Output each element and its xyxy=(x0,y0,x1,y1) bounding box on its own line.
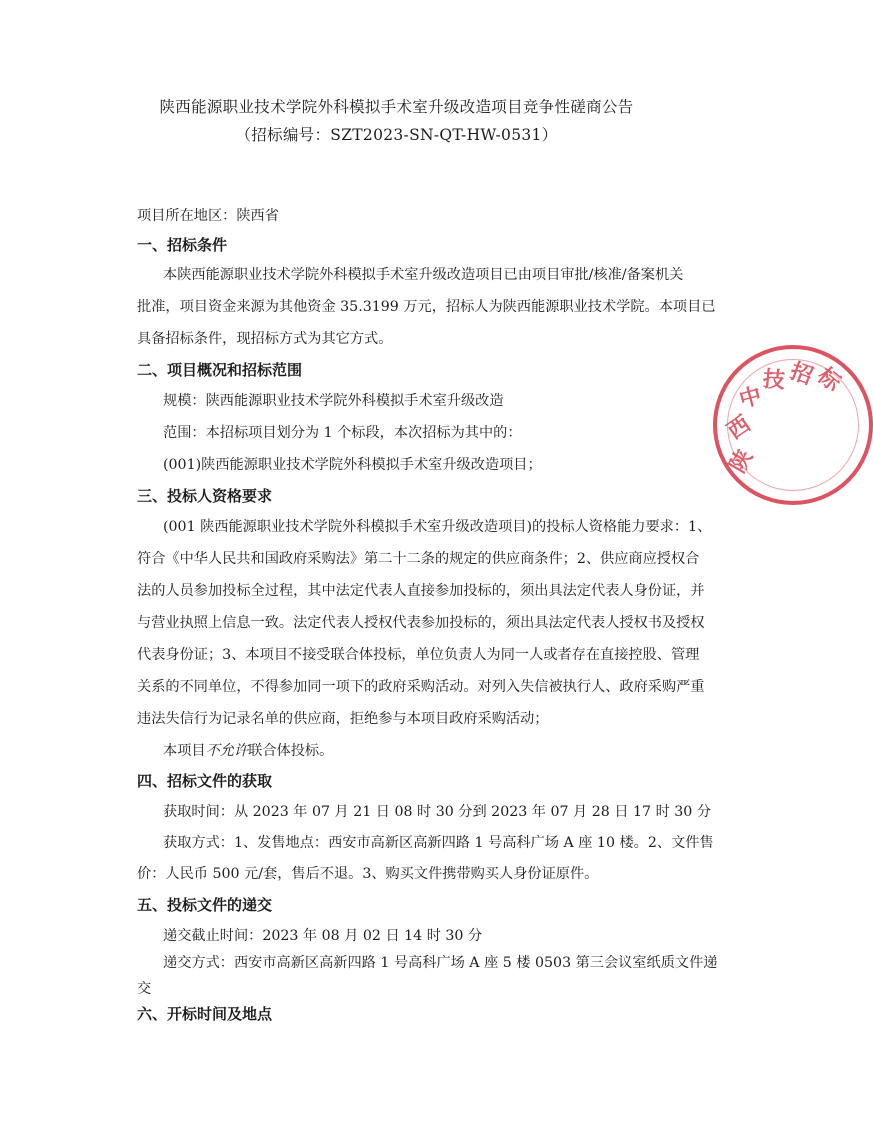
paragraph-line: 代表身份证；3、本项目不接受联合体投标，单位负责人为同一人或者存在直接控股、管理 xyxy=(137,647,700,663)
section-heading-tender-conditions: 一、招标条件 xyxy=(137,236,228,254)
paragraph-line: 具备招标条件，现招标方式为其它方式。 xyxy=(137,331,393,347)
paragraph-line: (001 陕西能源职业技术学院外科模拟手术室升级改造项目)的投标人资格能力要求：1、 xyxy=(163,519,712,535)
acquisition-price: 价：人民币 500 元/套，售后不退。3、购买文件携带购买人身份证原件。 xyxy=(137,866,599,882)
tender-number: （招标编号：SZT2023-SN-QT-HW-0531） xyxy=(235,126,558,144)
section-heading-bidder-qualifications: 三、投标人资格要求 xyxy=(137,487,273,505)
consortium-prefix: 本项目 xyxy=(163,743,206,759)
submission-method: 递交方式：西安市高新区高新四路 1 号高科广场 A 座 5 楼 0503 第三会议室纸质文件递 xyxy=(163,955,718,971)
section-heading-bid-submission: 五、投标文件的递交 xyxy=(137,896,273,914)
consortium-statement xyxy=(163,740,333,760)
paragraph-line: 违法失信行为记录名单的供应商，拒绝参与本项目政府采购活动； xyxy=(137,711,549,727)
paragraph-line: 关系的不同单位，不得参加同一项下的政府采购活动。对列入失信被执行人、政府采购严重 xyxy=(137,679,705,695)
acquisition-time: 获取时间：从 2023 年 07 月 21 日 08 时 30 分到 2023 年 07 月 28 日 17 时 30 分 xyxy=(163,804,712,820)
project-scope: 范围：本招标项目划分为 1 个标段，本次招标为其中的： xyxy=(163,425,522,441)
paragraph-line: 与营业执照上信息一致。法定代表人授权代表参加投标的，须出具法定代表人授权书及授权 xyxy=(137,615,705,631)
paragraph-line: 批准，项目资金来源为其他资金 35.3199 万元，招标人为陕西能源职业技术学院。本项目已 xyxy=(137,299,716,315)
document-title: 陕西能源职业技术学院外科模拟手术室升级改造项目竞争性磋商公告 xyxy=(159,98,634,116)
section-heading-document-acquisition: 四、招标文件的获取 xyxy=(137,772,273,790)
project-region: 项目所在地区：陕西省 xyxy=(137,208,279,224)
section-heading-project-overview: 二、项目概况和招标范围 xyxy=(137,361,303,379)
acquisition-method: 获取方式：1、发售地点：西安市高新区高新四路 1 号高科广场 A 座 10 楼。2、文件售 xyxy=(163,835,714,851)
consortium-value: 不允许 xyxy=(205,743,249,759)
project-lot: (001)陕西能源职业技术学院外科模拟手术室升级改造项目； xyxy=(163,457,542,473)
official-seal-stamp: 陕 西 中 技 招 标 xyxy=(713,345,873,505)
paragraph-line: 法的人员参加投标全过程，其中法定代表人直接参加投标的，须出具法定代表人身份证，并 xyxy=(137,583,705,599)
submission-deadline: 递交截止时间：2023 年 08 月 02 日 14 时 30 分 xyxy=(163,928,483,944)
section-heading-bid-opening: 六、开标时间及地点 xyxy=(137,1005,273,1023)
project-scale: 规模：陕西能源职业技术学院外科模拟手术室升级改造 xyxy=(163,393,504,409)
paragraph-line: 符合《中华人民共和国政府采购法》第二十二条的规定的供应商条件；2、供应商应授权合 xyxy=(137,551,700,567)
consortium-suffix: 联合体投标。 xyxy=(248,743,334,759)
paragraph-line: 本陕西能源职业技术学院外科模拟手术室升级改造项目已由项目审批/核准/备案机关 xyxy=(163,267,684,283)
paragraph-line: 交 xyxy=(137,981,152,997)
